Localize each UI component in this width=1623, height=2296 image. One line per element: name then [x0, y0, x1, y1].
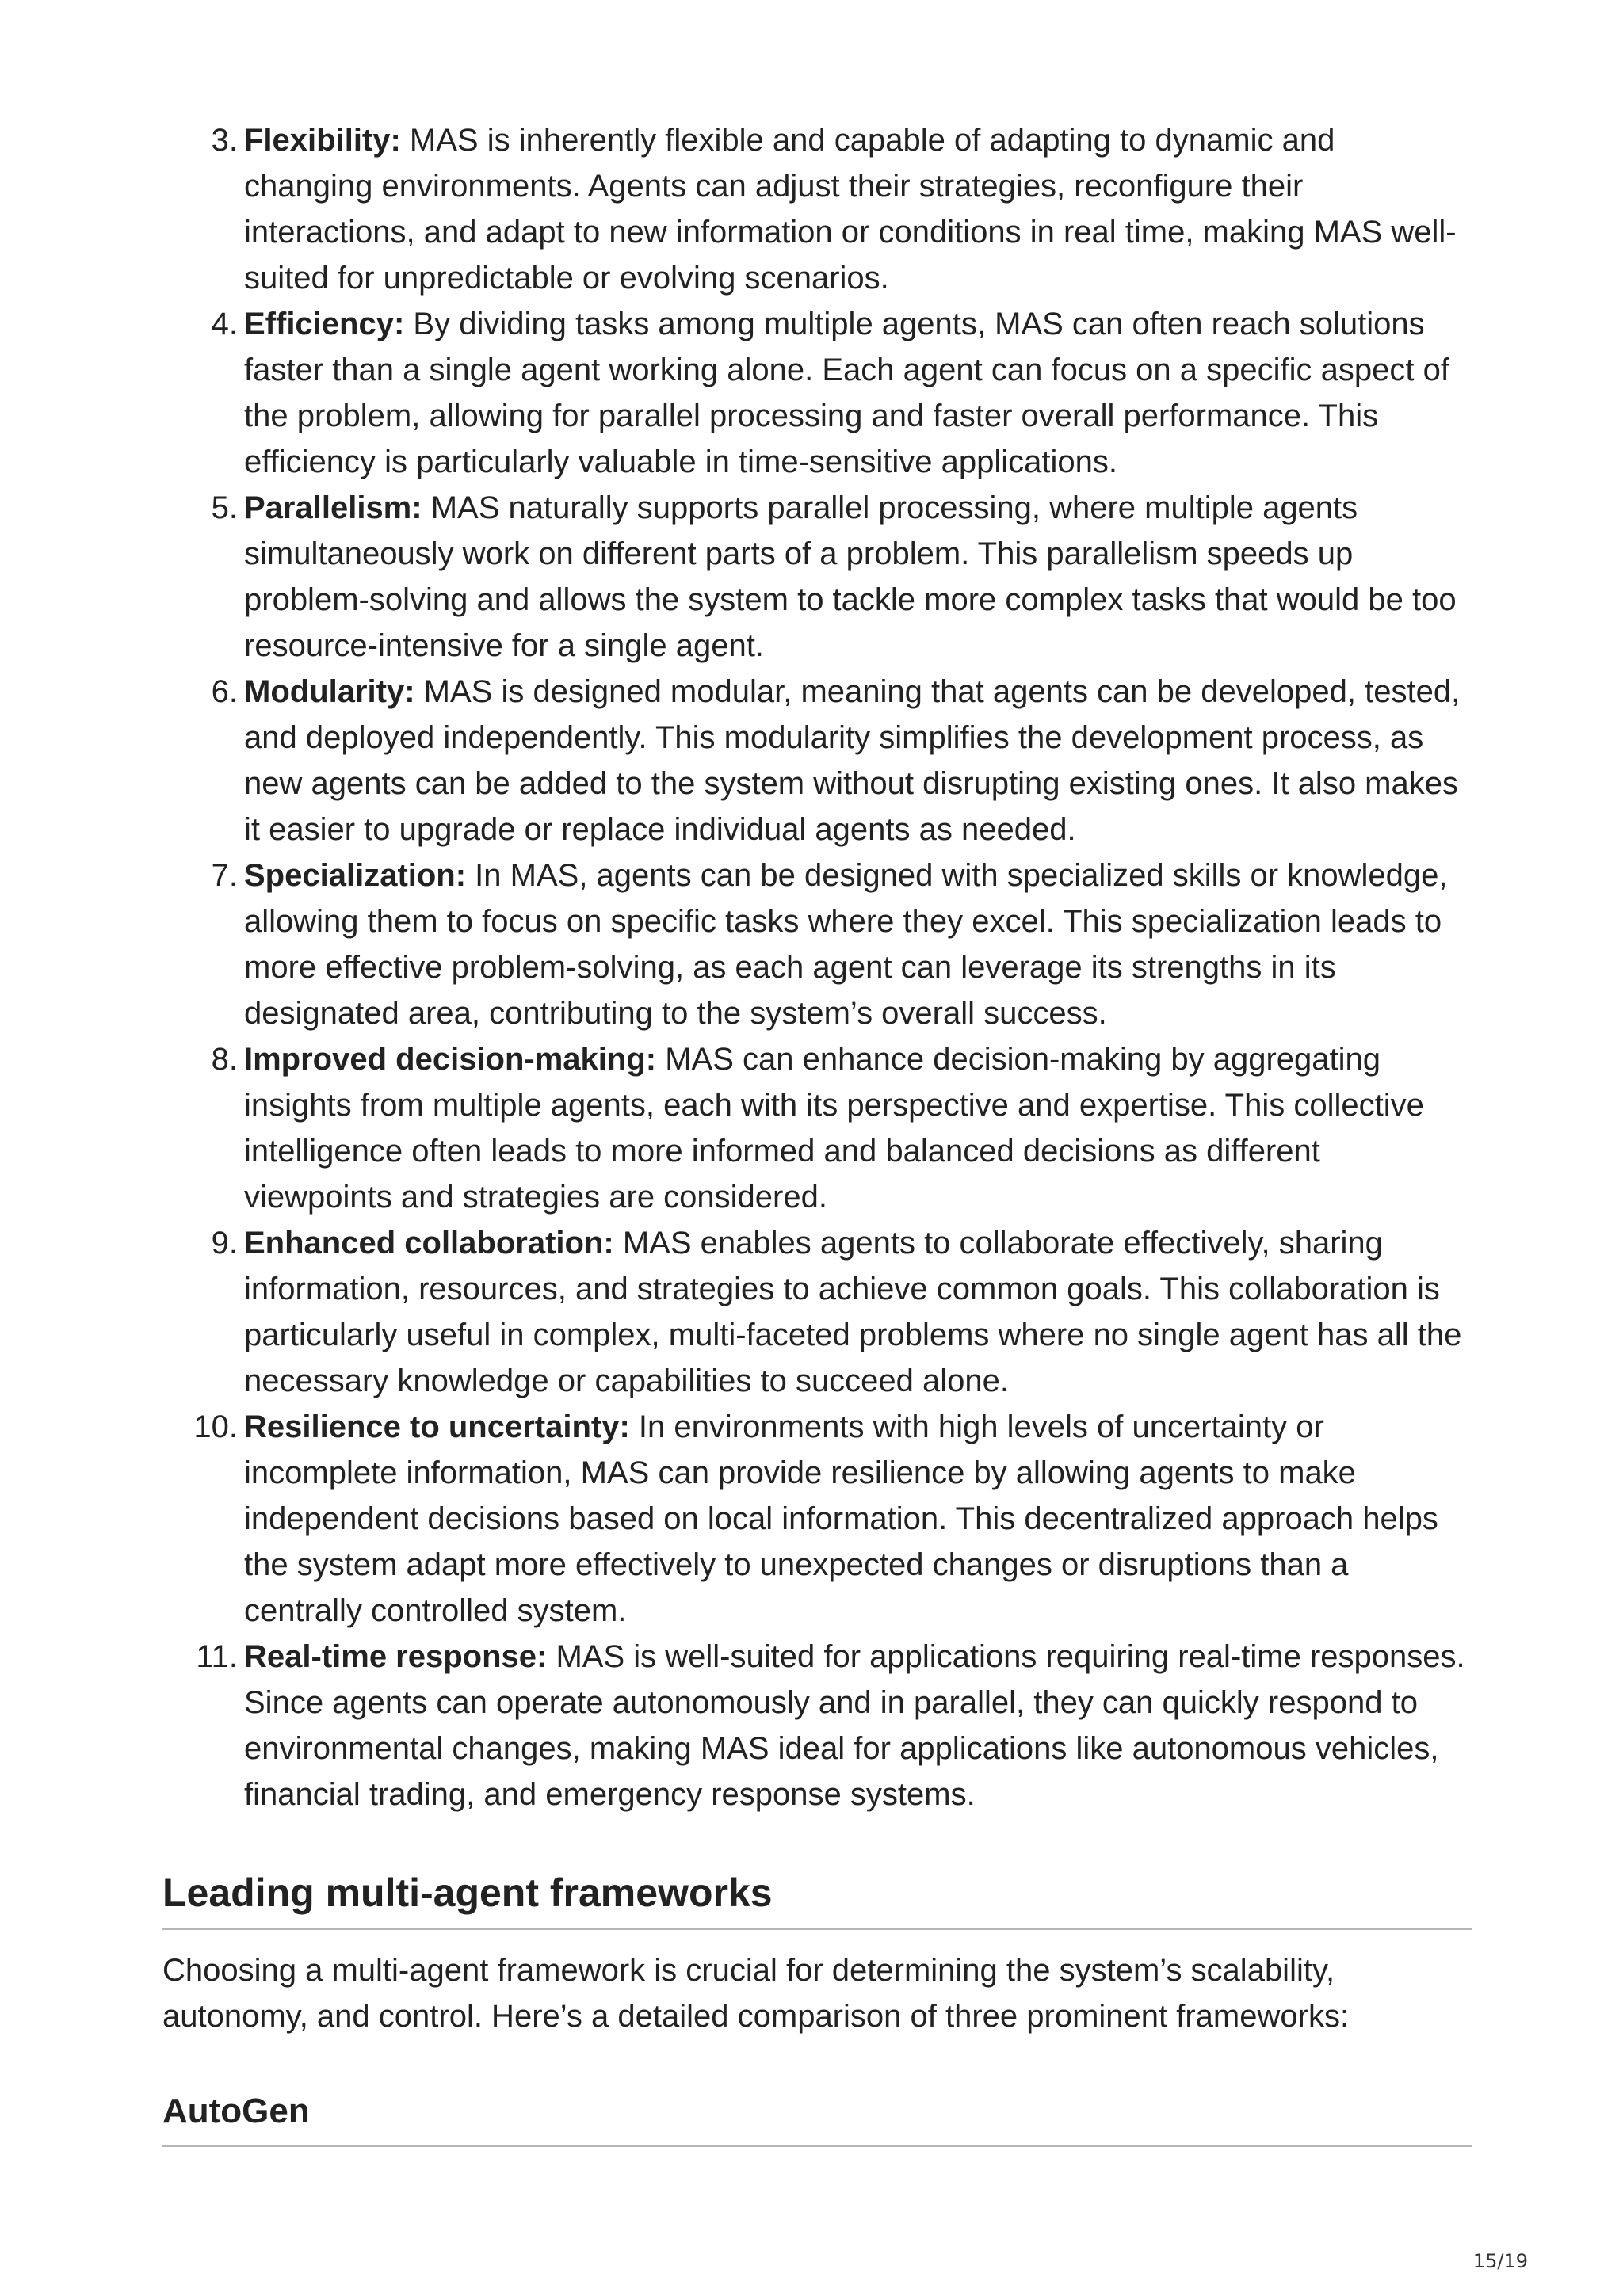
document-content	[162, 117, 1472, 2147]
list-item-number: 11.	[196, 1639, 238, 1674]
list-item-text: MAS naturally supports parallel processing, where multiple agents simultaneously work on different parts of a problem. This parallelism speeds up problem-solving and allows the system to tackle more complex tasks that would be too resource-intensive for a single agent.	[244, 490, 1457, 663]
list-item	[162, 852, 1472, 1036]
list-item-number: 10.	[193, 1409, 238, 1444]
list-item-text: MAS is designed modular, meaning that agents can be developed, tested, and deployed independently. This modularity simplifies the development process, as new agents can be added to the system without disrupting existing ones. It also makes it easier to upgrade or replace individual agents as needed.	[244, 674, 1461, 847]
list-item-number: 7.	[211, 858, 238, 893]
section-intro: Choosing a multi-agent framework is crucial for determining the system’s scalability, autonomy, and control. Here’s a detailed comparison of three prominent frameworks:	[162, 1953, 1350, 2034]
list-item	[162, 1634, 1472, 1817]
list-item-term: Improved decision-making:	[244, 1042, 657, 1077]
list-item-text: MAS can enhance decision-making by aggregating insights from multiple agents, each with its perspective and expertise. This collective intelligence often leads to more informed and balanced decisions as different viewpoints and strategies are considered.	[244, 1042, 1424, 1215]
list-item-text: By dividing tasks among multiple agents, MAS can often reach solutions faster than a single agent working alone. Each agent can focus on a specific aspect of the problem, allowing for parallel processing and faster overall performance. This efficiency is particularly valuable in time-sensitive applications.	[244, 307, 1449, 479]
list-item-term: Specialization:	[244, 858, 467, 893]
list-item	[162, 301, 1472, 485]
list-item-term: Enhanced collaboration:	[244, 1226, 614, 1261]
list-item-term: Real-time response:	[244, 1639, 548, 1674]
section-heading: Leading multi-agent frameworks	[162, 1865, 1472, 1930]
list-item	[162, 669, 1472, 852]
list-item-text: MAS enables agents to collaborate effectively, sharing information, resources, and strategies to achieve common goals. This collaboration is particularly useful in complex, multi-faceted problems where no single agent has all the necessary knowledge or capabilities to succeed alone.	[244, 1226, 1462, 1398]
list-item	[162, 1404, 1472, 1634]
list-item-number: 9.	[211, 1226, 238, 1261]
list-item	[162, 1036, 1472, 1220]
list-item-number: 3.	[211, 123, 238, 158]
list-item-text: In environments with high levels of uncertainty or incomplete information, MAS can provide resilience by allowing agents to make independent decisions based on local information. This decentralized approach helps the system adapt more effectively to unexpected changes or disruptions than a centrally controlled system.	[244, 1409, 1438, 1628]
list-item-term: Parallelism:	[244, 490, 422, 525]
page-number: 15/19	[1472, 2250, 1528, 2272]
list-item-term: Flexibility:	[244, 123, 401, 158]
subsection-heading: AutoGen	[162, 2087, 1472, 2147]
list-item	[162, 1220, 1472, 1404]
list-item-number: 6.	[211, 674, 238, 709]
list-item-term: Resilience to uncertainty:	[244, 1409, 630, 1444]
list-item-text: MAS is inherently flexible and capable of adapting to dynamic and changing environments. Agents can adjust their strategies, reconfigure their interactions, and adapt to new information or conditions in real time, making MAS well-suited for unpredictable or evolving scenarios.	[244, 123, 1457, 296]
list-item	[162, 485, 1472, 669]
list-item-number: 8.	[211, 1042, 238, 1077]
list-item	[162, 117, 1472, 301]
benefits-list	[162, 117, 1472, 1817]
list-item-number: 4.	[211, 307, 238, 341]
list-item-term: Modularity:	[244, 674, 415, 709]
list-item-text: MAS is well-suited for applications requiring real-time responses. Since agents can operate autonomously and in parallel, they can quickly respond to environmental changes, making MAS ideal for applications like autonomous vehicles, financial trading, and emergency response systems.	[244, 1639, 1465, 1812]
list-item-term: Efficiency:	[244, 307, 405, 341]
list-item-text: In MAS, agents can be designed with specialized skills or knowledge, allowing them to focus on specific tasks where they excel. This specialization leads to more effective problem-solving, as each agent can leverage its strengths in its designated area, contributing to the system’s overall success.	[244, 858, 1448, 1031]
list-item-number: 5.	[211, 490, 238, 525]
